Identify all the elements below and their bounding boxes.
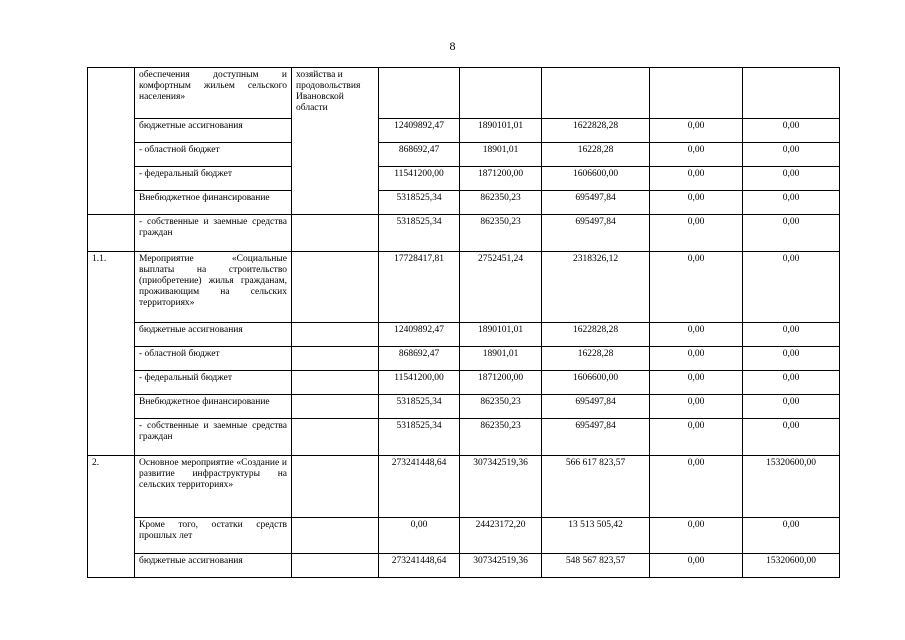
table-row — [88, 143, 840, 167]
value-cell: 0,00 — [650, 191, 743, 215]
value-cell: 0,00 — [650, 456, 743, 518]
value-cell: 0,00 — [650, 347, 743, 371]
table-row — [88, 252, 840, 323]
table-row — [88, 323, 840, 347]
value-cell: 0,00 — [650, 395, 743, 419]
row-executor — [292, 347, 379, 371]
row-number — [88, 68, 135, 215]
value-cell: 868692,47 — [379, 347, 460, 371]
value-cell: 0,00 — [650, 554, 743, 578]
table-row — [88, 215, 840, 252]
table-row — [88, 371, 840, 395]
value-cell: 2318326,12 — [542, 252, 650, 323]
row-number — [88, 215, 135, 252]
value-cell: 862350,23 — [460, 395, 542, 419]
row-description: Основное мероприятие «Создание и развитие инфраструктуры на сельских территориях» — [135, 456, 292, 518]
value-cell: 13 513 505,42 — [542, 518, 650, 554]
value-cell: 862350,23 — [460, 215, 542, 252]
value-cell: 5318525,34 — [379, 419, 460, 456]
row-executor — [292, 323, 379, 347]
row-executor — [292, 395, 379, 419]
row-description: бюджетные ассигнования — [135, 323, 292, 347]
row-description: обеспечения доступным и комфортным жильем сельского населения» — [135, 68, 292, 119]
value-cell: 1622828,28 — [542, 323, 650, 347]
value-cell: 695497,84 — [542, 419, 650, 456]
table-row — [88, 191, 840, 215]
value-cell — [650, 68, 743, 119]
value-cell: 0,00 — [743, 191, 840, 215]
value-cell: 1606600,00 — [542, 167, 650, 191]
row-number: 2. — [88, 456, 135, 578]
value-cell: 5318525,34 — [379, 395, 460, 419]
table-row — [88, 68, 840, 119]
value-cell: 1890101,01 — [460, 323, 542, 347]
value-cell: 0,00 — [743, 371, 840, 395]
value-cell: 12409892,47 — [379, 119, 460, 143]
budget-table — [87, 67, 840, 578]
row-executor — [292, 456, 379, 518]
value-cell: 273241448,64 — [379, 554, 460, 578]
value-cell: 0,00 — [650, 371, 743, 395]
value-cell: 695497,84 — [542, 395, 650, 419]
value-cell: 0,00 — [650, 518, 743, 554]
row-description: Кроме того, остатки средств прошлых лет — [135, 518, 292, 554]
table-row — [88, 119, 840, 143]
value-cell: 0,00 — [650, 143, 743, 167]
value-cell: 273241448,64 — [379, 456, 460, 518]
value-cell: 0,00 — [650, 119, 743, 143]
value-cell: 0,00 — [650, 252, 743, 323]
row-description: - областной бюджет — [135, 347, 292, 371]
value-cell: 0,00 — [743, 143, 840, 167]
value-cell: 18901,01 — [460, 347, 542, 371]
row-number: 1.1. — [88, 252, 135, 456]
value-cell — [379, 68, 460, 119]
value-cell: 5318525,34 — [379, 191, 460, 215]
value-cell: 18901,01 — [460, 143, 542, 167]
table-row — [88, 419, 840, 456]
value-cell: 0,00 — [650, 167, 743, 191]
value-cell: 0,00 — [379, 518, 460, 554]
row-executor — [292, 371, 379, 395]
value-cell: 15320600,00 — [743, 554, 840, 578]
value-cell: 0,00 — [650, 215, 743, 252]
value-cell — [460, 68, 542, 119]
value-cell: 16228,28 — [542, 143, 650, 167]
value-cell: 2752451,24 — [460, 252, 542, 323]
value-cell: 868692,47 — [379, 143, 460, 167]
table-row — [88, 518, 840, 554]
row-executor — [292, 554, 379, 578]
value-cell: 862350,23 — [460, 191, 542, 215]
value-cell — [542, 68, 650, 119]
value-cell: 0,00 — [743, 119, 840, 143]
value-cell: 862350,23 — [460, 419, 542, 456]
page-number: 8 — [449, 39, 456, 53]
value-cell: 695497,84 — [542, 191, 650, 215]
row-executor — [292, 215, 379, 252]
row-description: бюджетные ассигнования — [135, 119, 292, 143]
value-cell — [743, 68, 840, 119]
value-cell: 1871200,00 — [460, 371, 542, 395]
table-row — [88, 395, 840, 419]
value-cell: 0,00 — [743, 395, 840, 419]
row-description: - собственные и заемные средства граждан — [135, 215, 292, 252]
table-row — [88, 456, 840, 518]
value-cell: 695497,84 — [542, 215, 650, 252]
value-cell: 0,00 — [743, 419, 840, 456]
row-description: - федеральный бюджет — [135, 371, 292, 395]
value-cell: 1622828,28 — [542, 119, 650, 143]
row-description: - собственные и заемные средства граждан — [135, 419, 292, 456]
row-description: Внебюджетное финансирование — [135, 191, 292, 215]
row-description: Мероприятие «Социальные выплаты на строительство (приобретение) жилья гражданам, проживающим на сельских территориях» — [135, 252, 292, 323]
value-cell: 1890101,01 — [460, 119, 542, 143]
table-row — [88, 347, 840, 371]
value-cell: 1606600,00 — [542, 371, 650, 395]
value-cell: 11541200,00 — [379, 167, 460, 191]
value-cell: 548 567 823,57 — [542, 554, 650, 578]
value-cell: 0,00 — [743, 215, 840, 252]
row-executor: хозяйства и продовольствия Ивановской области — [292, 68, 379, 215]
row-description: бюджетные ассигнования — [135, 554, 292, 578]
value-cell: 0,00 — [650, 419, 743, 456]
row-executor — [292, 518, 379, 554]
value-cell: 566 617 823,57 — [542, 456, 650, 518]
value-cell: 12409892,47 — [379, 323, 460, 347]
row-description: Внебюджетное финансирование — [135, 395, 292, 419]
row-description: - областной бюджет — [135, 143, 292, 167]
value-cell: 307342519,36 — [460, 456, 542, 518]
value-cell: 0,00 — [743, 323, 840, 347]
value-cell: 0,00 — [743, 167, 840, 191]
value-cell: 15320600,00 — [743, 456, 840, 518]
value-cell: 17728417,81 — [379, 252, 460, 323]
value-cell: 0,00 — [743, 252, 840, 323]
value-cell: 0,00 — [650, 323, 743, 347]
value-cell: 307342519,36 — [460, 554, 542, 578]
row-description: - федеральный бюджет — [135, 167, 292, 191]
row-executor — [292, 252, 379, 323]
value-cell: 5318525,34 — [379, 215, 460, 252]
row-executor — [292, 419, 379, 456]
value-cell: 16228,28 — [542, 347, 650, 371]
value-cell: 0,00 — [743, 347, 840, 371]
value-cell: 0,00 — [743, 518, 840, 554]
value-cell: 11541200,00 — [379, 371, 460, 395]
value-cell: 24423172,20 — [460, 518, 542, 554]
table-row — [88, 167, 840, 191]
table-row — [88, 554, 840, 578]
value-cell: 1871200,00 — [460, 167, 542, 191]
